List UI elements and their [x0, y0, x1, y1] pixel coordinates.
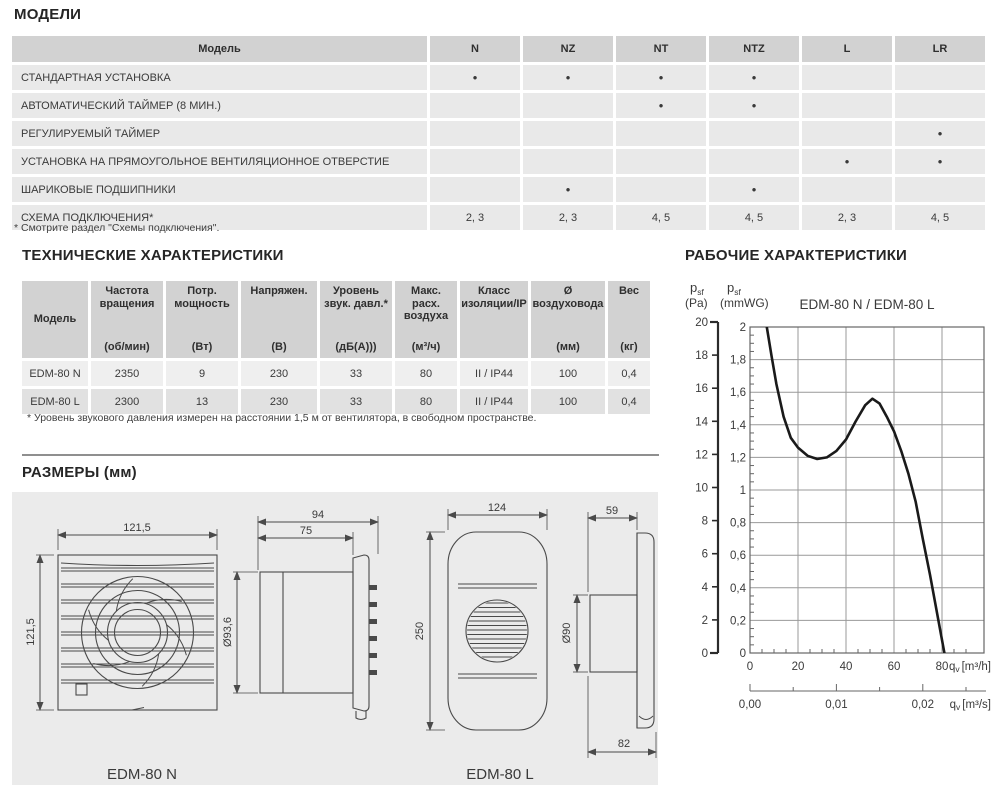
tech-col-noise: Уровень звук. давл.* (дБ(А))): [320, 281, 392, 358]
pa-tick-label: 4: [701, 581, 708, 594]
mmwg-tick-label: 0: [739, 648, 746, 660]
tech-table: [19, 278, 653, 417]
tech-value-cell: 230: [241, 361, 317, 386]
edm80l-front-view: [448, 532, 547, 730]
feature-value-cell: [430, 177, 520, 202]
feature-value-cell: [430, 149, 520, 174]
tech-value-cell: 100: [531, 389, 605, 414]
feature-label-cell: АВТОМАТИЧЕСКИЙ ТАЙМЕР (8 МИН.): [12, 93, 427, 118]
feature-value-cell: [895, 177, 985, 202]
chart-title: EDM-80 N / EDM-80 L: [799, 297, 935, 312]
tech-value-cell: 9: [166, 361, 238, 386]
feature-value-cell: 2, 3: [523, 205, 613, 230]
tech-col-model: Модель: [22, 281, 88, 358]
feature-label-cell: РЕГУЛИРУЕМЫЙ ТАЙМЕР: [12, 121, 427, 146]
edm80l-caption: EDM-80 L: [466, 766, 534, 783]
mmwg-tick-label: 0,6: [730, 550, 746, 563]
dim-n-duct-dia: Ø93,6: [222, 617, 234, 647]
mmwg-tick-label: 2: [739, 322, 746, 334]
x-tick-label: 20: [791, 661, 805, 673]
feature-value-cell: 2, 3: [802, 205, 892, 230]
tech-value-cell: II / IP44: [460, 361, 528, 386]
dim-l-total-depth: 82: [617, 738, 631, 750]
pa-tick-label: 18: [695, 350, 708, 363]
models-header-model: Модель: [12, 36, 427, 62]
tech-col-power: Потр. мощность (Вт): [166, 281, 238, 358]
x-tick-label: 0: [746, 661, 754, 673]
dim-l-height: 250: [414, 621, 426, 641]
pa-tick-label: 8: [701, 515, 708, 528]
tech-value-cell: 80: [395, 361, 457, 386]
models-table: [9, 33, 988, 233]
feature-label-cell: УСТАНОВКА НА ПРЯМОУГОЛЬНОЕ ВЕНТИЛЯЦИОННОЕ ОТВЕРСТИЕ: [12, 149, 427, 174]
tech-col-insulation: Класс изоляции/IP: [460, 281, 528, 358]
section-divider: [22, 454, 659, 456]
feature-value-cell: [616, 177, 706, 202]
feature-value-cell: [523, 93, 613, 118]
mmwg-tick-label: 1: [739, 485, 746, 497]
feature-value-cell: •: [523, 177, 613, 202]
tech-value-cell: 33: [320, 361, 392, 386]
models-row: [12, 149, 985, 174]
edm80n-caption: EDM-80 N: [106, 766, 178, 783]
feature-value-cell: [616, 149, 706, 174]
dim-l-width: 124: [487, 502, 507, 514]
pa-tick-label: 0: [701, 648, 708, 660]
tech-row: [22, 389, 650, 414]
feature-value-cell: [802, 65, 892, 90]
tech-col-voltage: Напряжен. (В): [241, 281, 317, 358]
tech-value-cell: 230: [241, 389, 317, 414]
pa-axis: [710, 322, 718, 653]
dim-l-duct-dia: Ø90: [561, 622, 573, 644]
models-row: [12, 65, 985, 90]
tech-value-cell: 0,4: [608, 389, 650, 414]
feature-value-cell: 4, 5: [616, 205, 706, 230]
mmwg-tick-label: 0,2: [730, 615, 746, 628]
performance-chart-svg: [680, 270, 1000, 730]
feature-value-cell: [430, 93, 520, 118]
drawing-captions: [107, 766, 534, 783]
models-footnote: * Смотрите раздел "Схемы подключения".: [14, 222, 220, 234]
pa-tick-label: 6: [701, 548, 708, 561]
pa-tick-label: 12: [695, 449, 708, 462]
mmwg-tick-label: 1,4: [730, 419, 746, 432]
feature-value-cell: [430, 121, 520, 146]
tech-row: [22, 361, 650, 386]
models-header-row: [12, 36, 985, 62]
dimensions-panel: [12, 492, 658, 785]
dim-n-height: 121,5: [25, 618, 37, 646]
models-row: [12, 93, 985, 118]
feature-value-cell: [802, 177, 892, 202]
feature-value-cell: 4, 5: [709, 205, 799, 230]
pa-tick-label: 2: [701, 614, 708, 627]
edm80n-front-view: [58, 555, 217, 710]
tech-header-row: [22, 281, 650, 358]
m3s-tick-label: 0,00: [738, 699, 762, 711]
feature-value-cell: •: [895, 121, 985, 146]
models-header-lr: LR: [895, 36, 985, 62]
feature-value-cell: •: [709, 65, 799, 90]
tech-value-cell: II / IP44: [460, 389, 528, 414]
edm80l-side-view: [590, 533, 654, 728]
tech-value-cell: 80: [395, 389, 457, 414]
performance-section-title: РАБОЧИЕ ХАРАКТЕРИСТИКИ: [685, 247, 908, 264]
mmwg-tick-label: 0,4: [730, 582, 746, 595]
feature-label-cell: ШАРИКОВЫЕ ПОДШИПНИКИ: [12, 177, 427, 202]
feature-value-cell: 4, 5: [895, 205, 985, 230]
x-tick-label: 60: [887, 661, 901, 673]
dim-n-depth-total: 94: [311, 509, 325, 521]
tech-value-cell: 0,4: [608, 361, 650, 386]
x-axis-unit-m3h: qv [m³/h]: [948, 661, 991, 674]
pa-tick-label: 16: [695, 383, 708, 396]
feature-value-cell: [802, 121, 892, 146]
models-header-n: N: [430, 36, 520, 62]
performance-chart: [680, 270, 1000, 730]
x-tick-label: 40: [839, 661, 853, 673]
tech-section-title: ТЕХНИЧЕСКИЕ ХАРАКТЕРИСТИКИ: [22, 247, 284, 264]
models-header-nz: NZ: [523, 36, 613, 62]
chart-gridlines: [750, 327, 984, 653]
x-tick-label: 80: [935, 661, 949, 673]
m3s-tick-label: 0,02: [911, 699, 934, 711]
feature-value-cell: •: [709, 93, 799, 118]
feature-value-cell: [523, 121, 613, 146]
mmwg-axis-symbol: $p_{sf}$: [727, 280, 741, 297]
tech-value-cell: 33: [320, 389, 392, 414]
feature-value-cell: [709, 149, 799, 174]
feature-value-cell: •: [802, 149, 892, 174]
pa-tick-label: 20: [695, 317, 708, 329]
tech-value-cell: 100: [531, 361, 605, 386]
mmwg-tick-label: 1,8: [730, 354, 746, 367]
pa-tick-label: 14: [695, 416, 708, 429]
dim-n-width: 121,5: [123, 522, 151, 534]
feature-value-cell: 2, 3: [430, 205, 520, 230]
dimensions-section-title: РАЗМЕРЫ (мм): [22, 464, 137, 481]
tech-col-speed: Частота вращения (об/мин): [91, 281, 163, 358]
mmwg-tick-label: 1,2: [730, 452, 746, 465]
models-header-ntz: NTZ: [709, 36, 799, 62]
feature-value-cell: [616, 121, 706, 146]
feature-value-cell: •: [616, 93, 706, 118]
m3s-axis: [750, 684, 986, 691]
feature-value-cell: •: [430, 65, 520, 90]
dim-n-depth-duct: 75: [299, 525, 313, 537]
pa-axis-symbol: $p_{sf}$: [690, 280, 704, 297]
dim-l-depth: 59: [605, 505, 619, 517]
tech-model-cell: EDM-80 N: [22, 361, 88, 386]
tech-value-cell: 2350: [91, 361, 163, 386]
chart-minor-ticks: [750, 335, 966, 653]
tech-col-duct: Ø воздуховода (мм): [531, 281, 605, 358]
models-header-nt: NT: [616, 36, 706, 62]
feature-label-cell: СХЕМА ПОДКЛЮЧЕНИЯ*: [12, 205, 427, 230]
m3s-tick-label: 0,01: [825, 699, 848, 711]
edm80n-side-view: [260, 555, 377, 720]
models-row: [12, 121, 985, 146]
feature-value-cell: •: [709, 177, 799, 202]
pa-tick-label: 10: [695, 482, 708, 495]
feature-label-cell: СТАНДАРТНАЯ УСТАНОВКА: [12, 65, 427, 90]
feature-value-cell: •: [523, 65, 613, 90]
models-header-l: L: [802, 36, 892, 62]
pa-axis-unit: (Pa): [685, 296, 708, 310]
feature-value-cell: [895, 65, 985, 90]
feature-value-cell: [802, 93, 892, 118]
dimensions-drawing: [12, 492, 658, 785]
feature-value-cell: [523, 149, 613, 174]
feature-value-cell: •: [895, 149, 985, 174]
mmwg-tick-label: 0,8: [730, 517, 746, 530]
tech-col-weight: Вес (кг): [608, 281, 650, 358]
feature-value-cell: [895, 93, 985, 118]
mmwg-axis-unit: (mmWG): [720, 296, 769, 310]
models-row: [12, 177, 985, 202]
x-axis-unit-m3s: qv [m³/s]: [949, 699, 991, 712]
tech-col-airflow: Макс. расх. воздуха (м³/ч): [395, 281, 457, 358]
models-section-title: МОДЕЛИ: [14, 6, 82, 23]
tech-value-cell: 2300: [91, 389, 163, 414]
feature-value-cell: [709, 121, 799, 146]
tech-value-cell: 13: [166, 389, 238, 414]
feature-value-cell: •: [616, 65, 706, 90]
tech-footnote: * Уровень звукового давления измерен на расстоянии 1,5 м от вентилятора, в свободном пространстве.: [27, 412, 537, 424]
tech-model-cell: EDM-80 L: [22, 389, 88, 414]
mmwg-tick-label: 1,6: [730, 387, 746, 400]
